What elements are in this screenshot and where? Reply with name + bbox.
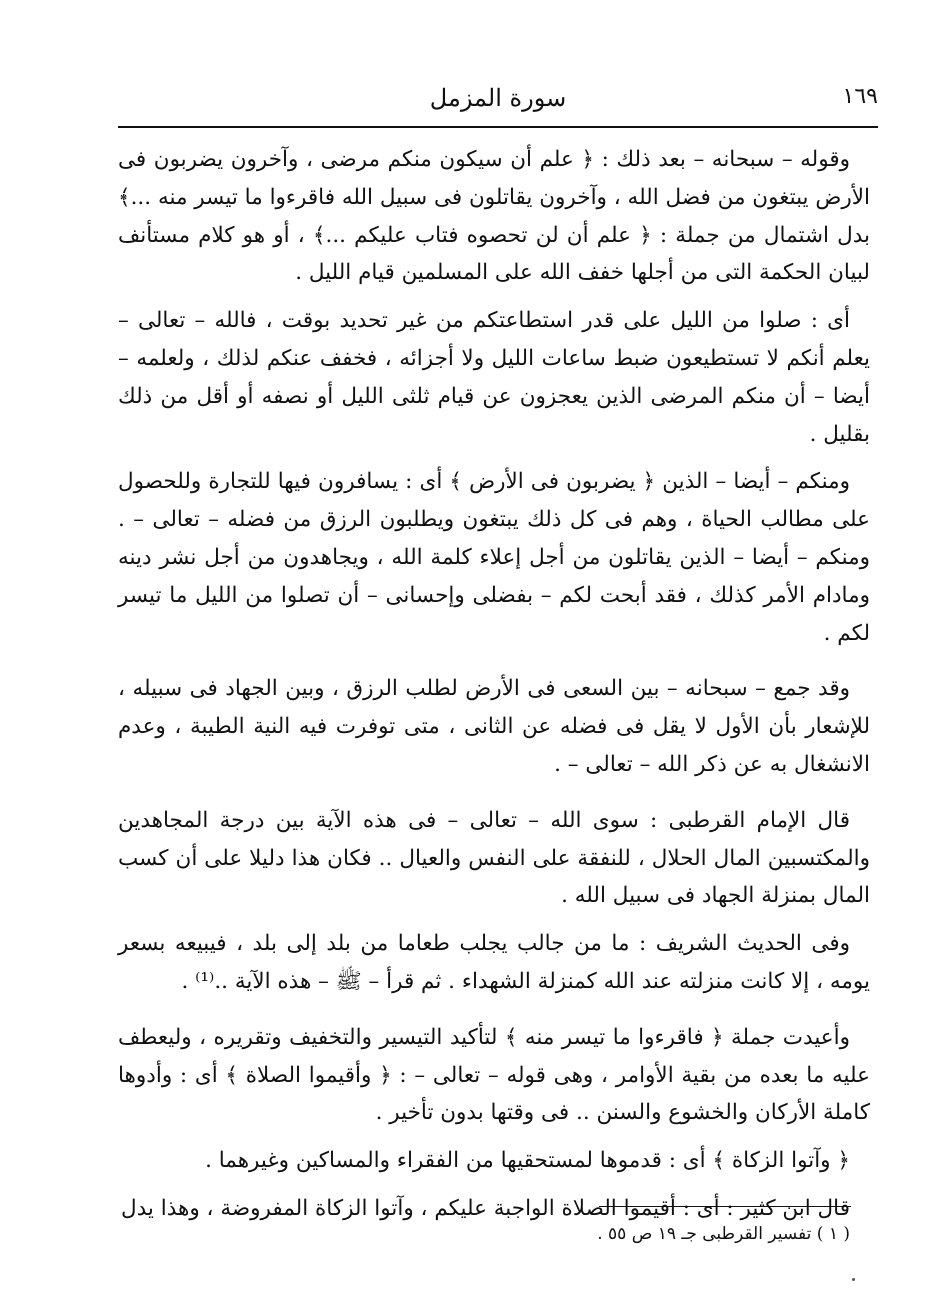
page-body bbox=[118, 141, 870, 1238]
paragraph: وأعيدت جملة ﴿ فاقرءوا ما تيسر منه ﴾ لتأكيد التيسير والتخفيف وتقريره ، وليعطف عليه ما بعده من بقية الأوامر ، وهى قوله – تعالى – : ﴿ وأقيموا الصلاة ﴾ أى : وأدوها كاملة الأركان والخشوع والسنن .. فى وقتها بدون تأخير . bbox=[118, 1024, 870, 1126]
paragraph: وقوله – سبحانه – بعد ذلك : ﴿ علم أن سيكون منكم مرضى ، وآخرون يضربون فى الأرض يبتغون من فضل الله ، وآخرون يقاتلون فى سبيل الله فاقرءوا ما تيسر منه ...﴾ بدل اشتمال من جملة : ﴿ علم أن لن تحصوه فتاب عليكم ...﴾ ، أو هو كلام مستأنف لبيان الحكمة التى من أجلها خفف الله على المسلمين قيام الليل . bbox=[118, 147, 870, 286]
paragraph: ﴿ وآتوا الزكاة ﴾ أى : قدموها لمستحقيها من الفقراء والمساكين وغيرهما . bbox=[205, 1148, 850, 1174]
paragraph: أى : صلوا من الليل على قدر استطاعتكم من غير تحديد بوقت ، فالله – تعالى – يعلم أنكم لا تستطيعون ضبط ساعات الليل ولا أجزائه ، فخفف عنكم لذلك ، ولعلمه – أيضا – أن منكم المرضى الذين يعجزون عن قيام ثلثى الليل أو نصفه أو أقل من ذلك بقليل . bbox=[118, 308, 870, 447]
surah-title: سورة المزمل bbox=[429, 84, 567, 112]
paragraph: قال ابن كثير : أى : أقيموا الصلاة الواجبة عليكم ، وآتوا الزكاة المفروضة ، وهذا يدل bbox=[121, 1195, 850, 1221]
page-speck bbox=[852, 1278, 855, 1281]
footnote-divider bbox=[599, 1206, 851, 1207]
page-number: ١٦٩ bbox=[842, 84, 878, 109]
paragraph: قال الإمام القرطبى : سوى الله – تعالى – فى هذه الآية بين درجة المجاهدين والمكتسبين المال الحلال ، للنفقة على النفس والعيال .. فكان هذا دليلا على أن كسب المال بمنزلة الجهاد فى سبيل الله . bbox=[118, 807, 870, 909]
header-divider bbox=[118, 126, 878, 128]
footnote: ( ١ ) تفسير القرطبى جـ ١٩ ص ٥٥ . bbox=[597, 1224, 850, 1244]
paragraph: وقد جمع – سبحانه – بين السعى فى الأرض لطلب الرزق ، وبين الجهاد فى سبيله ، للإشعار بأن الأول لا يقل فى فضله عن الثانى ، متى توفرت فيه النية الطيبة ، وعدم الانشغال به عن ذكر الله – تعالى – . bbox=[118, 676, 870, 777]
paragraph: وفى الحديث الشريف : ما من جالب يجلب طعاما من بلد إلى بلد ، فيبيعه بسعر يومه ، إلا كانت منزلته عند الله كمنزلة الشهداء . ثم قرأ – ﷺ – هذه الآية ..⁽¹⁾ . bbox=[118, 931, 870, 994]
page-header bbox=[118, 84, 878, 124]
paragraph: ومنكم – أيضا – الذين ﴿ يضربون فى الأرض ﴾ أى : يسافرون فيها للتجارة وللحصول على مطالب الحياة ، وهم فى كل ذلك يبتغون ويطلبون الرزق من فضله – تعالى – . ومنكم – أيضا – الذين يقاتلون من أجل إعلاء كلمة الله ، ويجاهدون من أجل نشر دينه ومادام الأمر كذلك ، فقد أبحت لكم – بفضلى وإحسانى – أن تصلوا من الليل ما تيسر لكم . bbox=[118, 469, 870, 646]
